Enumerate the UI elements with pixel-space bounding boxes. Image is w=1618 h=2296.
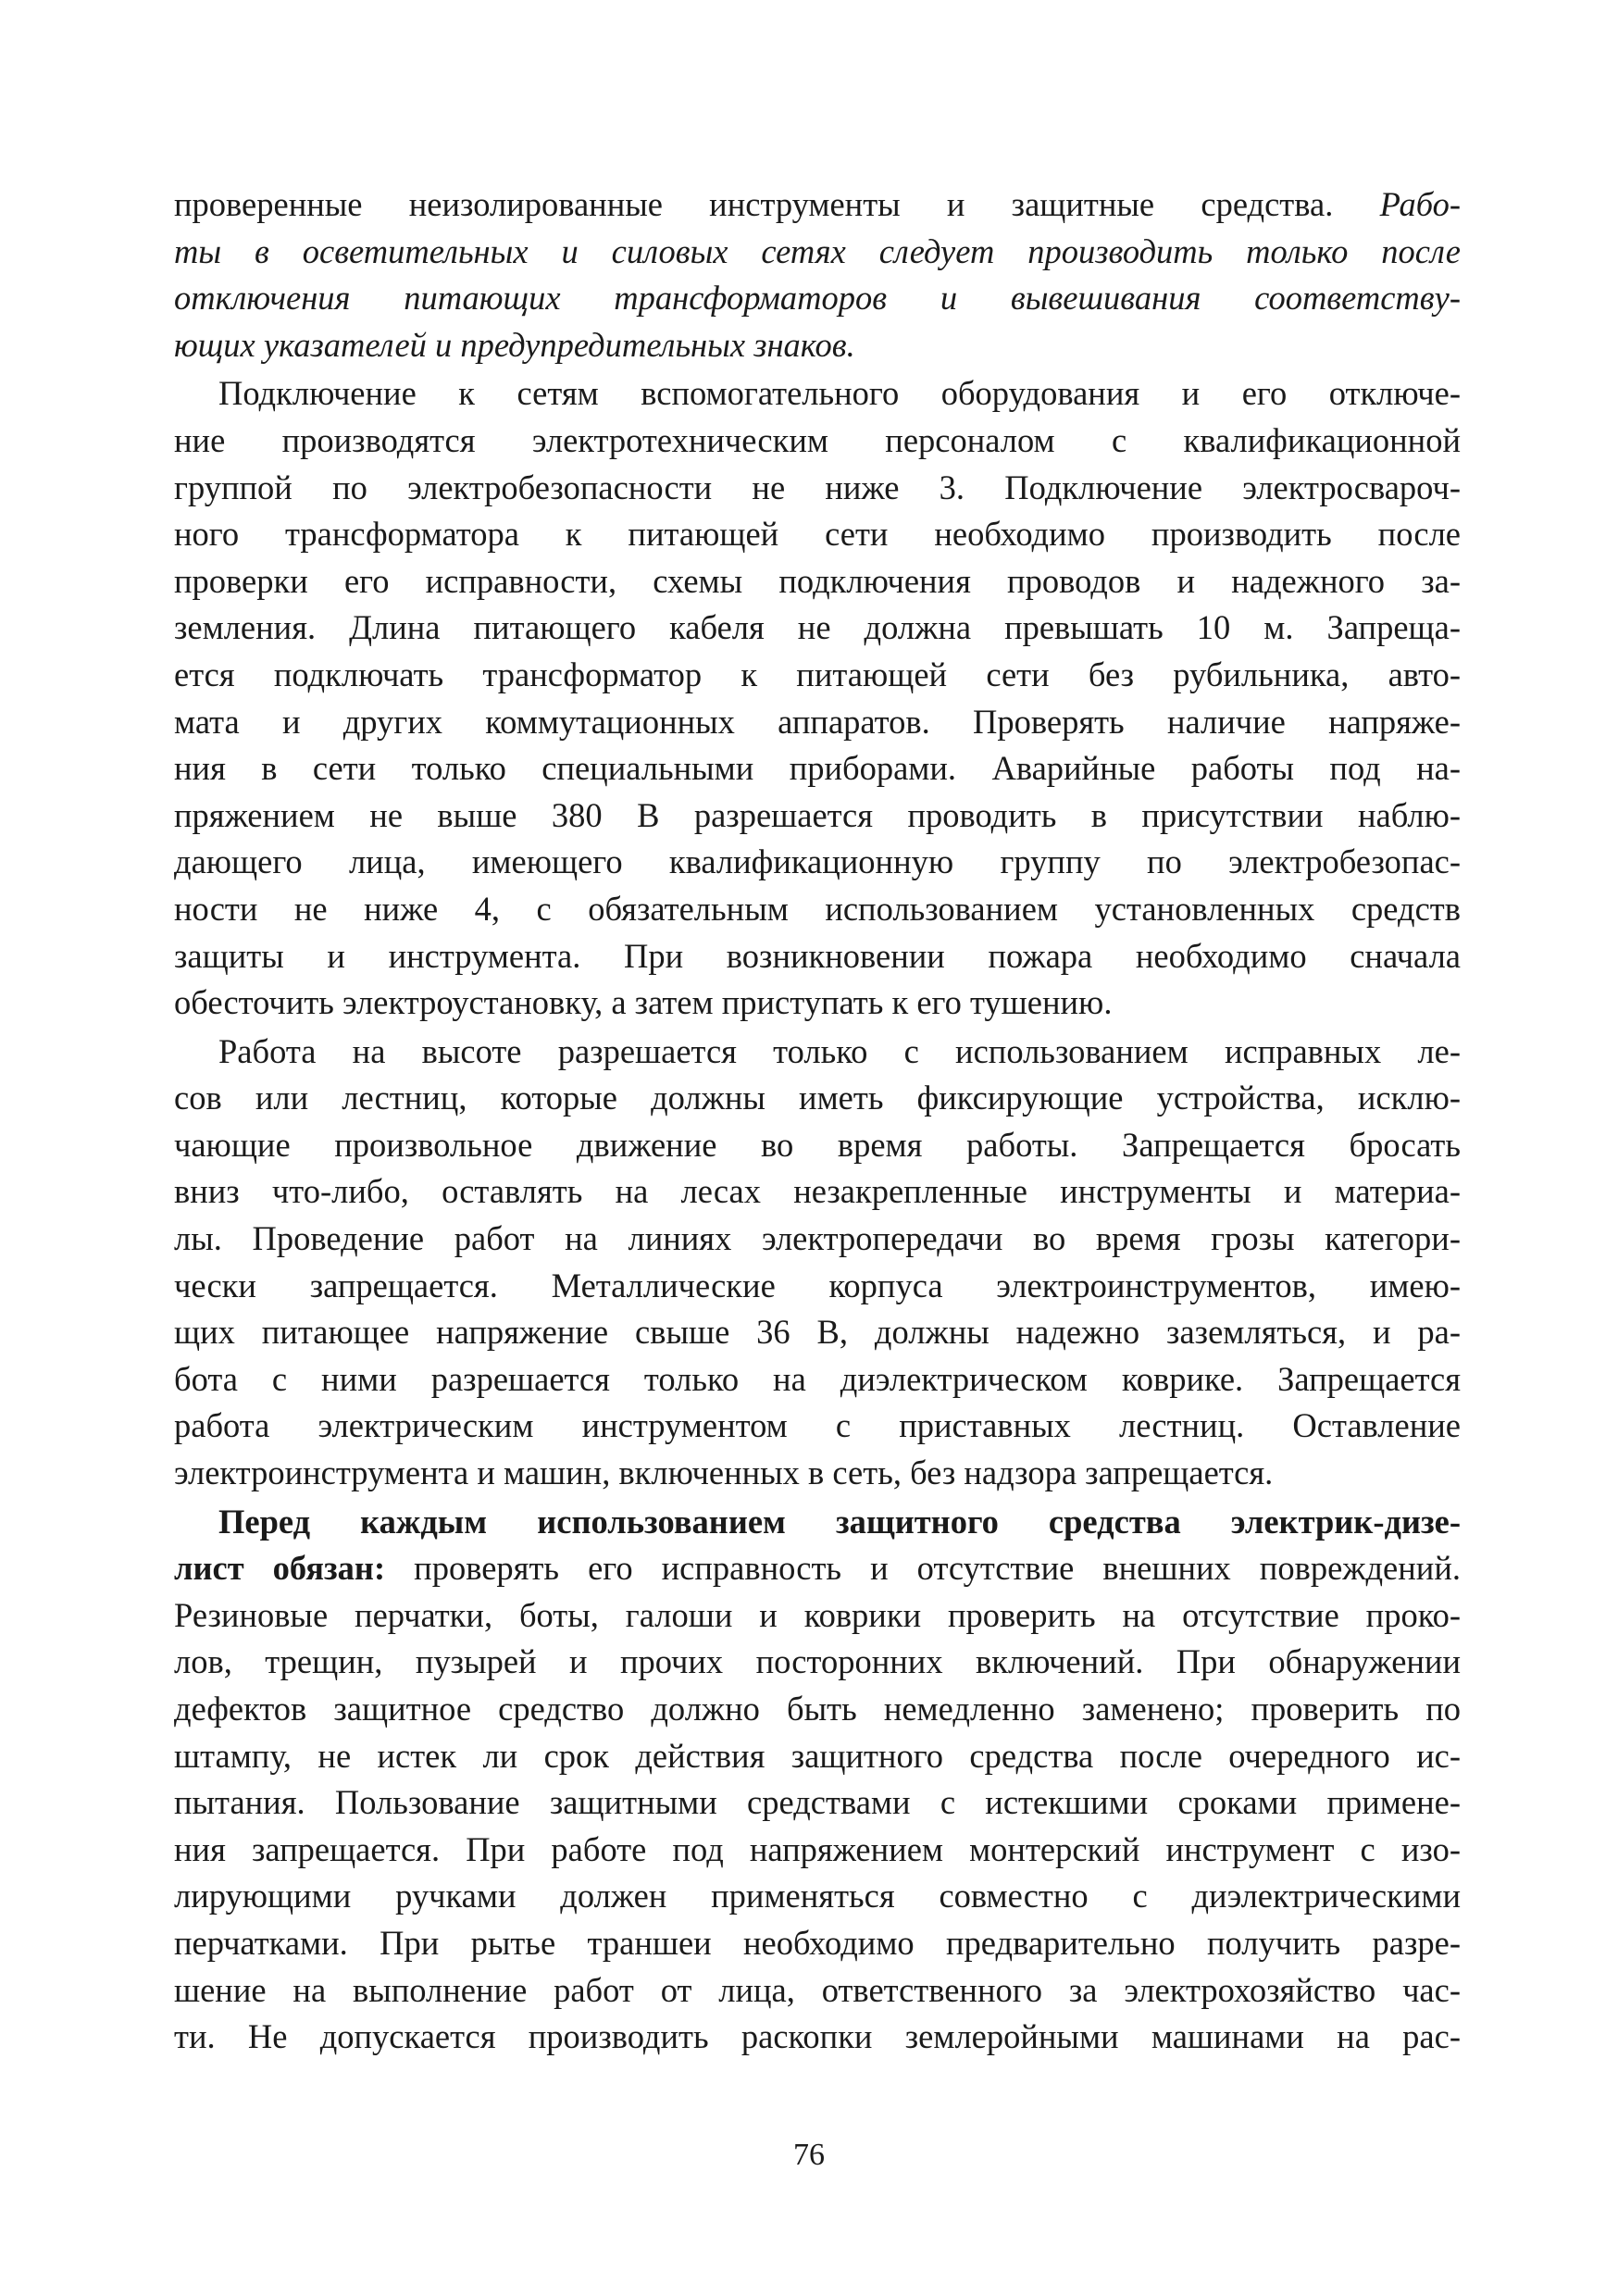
- text-line: [174, 1827, 1461, 1874]
- text-segment: ности не ниже 4, с обязательным использованием установленных средств: [174, 889, 1461, 928]
- text-line: [174, 1686, 1461, 1733]
- text-segment: защиты и инструмента. При возникновении пожара необходимо сначала: [174, 936, 1461, 975]
- text-line: [174, 792, 1461, 840]
- italic-text-segment: отключения питающих трансформаторов и вывешивания соответству-: [174, 279, 1461, 318]
- text-segment: работа электрическим инструментом с приставных лестниц. Оставление: [174, 1406, 1461, 1445]
- text-segment: штампу, не истек ли срок действия защитного средства после очередного ис-: [174, 1736, 1461, 1775]
- text-line: [174, 1309, 1461, 1356]
- text-line: [174, 511, 1461, 558]
- text-segment: вниз что-либо, оставлять на лесах незакрепленные инструменты и материа-: [174, 1172, 1461, 1211]
- text-segment: Резиновые перчатки, боты, галоши и коврики проверить на отсутствие проко-: [174, 1595, 1461, 1634]
- text-line: [174, 1356, 1461, 1404]
- text-line: [174, 839, 1461, 886]
- text-segment: шение на выполнение работ от лица, ответственного за электрохозяйство час-: [174, 1970, 1461, 2009]
- text-line: [174, 1733, 1461, 1780]
- text-line: [174, 1122, 1461, 1169]
- text-line: [174, 980, 1461, 1027]
- text-segment: чающие произвольное движение во время работы. Запрещается бросать: [174, 1125, 1461, 1164]
- text-line: [174, 1545, 1461, 1592]
- text-segment: пряжением не выше 380 В разрешается проводить в присутствии наблю-: [174, 795, 1461, 834]
- text-segment: обесточить электроустановку, а затем приступать к его тушению.: [174, 983, 1113, 1022]
- text-line: [174, 605, 1461, 652]
- text-segment: сов или лестниц, которые должны иметь фиксирующие устройства, исклю-: [174, 1079, 1461, 1117]
- bold-text-segment: Перед каждым использованием защитного средства электрик-дизе-: [218, 1502, 1461, 1541]
- text-line: [174, 1873, 1461, 1920]
- text-segment: ется подключать трансформатор к питающей сети без рубильника, авто-: [174, 655, 1461, 693]
- text-segment: бота с ними разрешается только на диэлектрическом коврике. Запрещается: [174, 1359, 1461, 1398]
- text-segment: проверять его исправность и отсутствие внешних повреждений.: [385, 1549, 1461, 1588]
- text-line: [174, 322, 1461, 369]
- text-segment: мата и других коммутационных аппаратов. Проверять наличие напряже-: [174, 702, 1461, 741]
- text-line: [174, 1639, 1461, 1686]
- text-line: [174, 2014, 1461, 2061]
- page-body: [174, 181, 1461, 2061]
- text-segment: чески запрещается. Металлические корпуса электроинструментов, имею-: [174, 1266, 1461, 1304]
- italic-text-segment: ты в осветительных и силовых сетях следует производить только после: [174, 231, 1461, 270]
- text-line: [174, 1403, 1461, 1450]
- text-line: [174, 1450, 1461, 1497]
- text-segment: дающего лица, имеющего квалификационную группу по электробезопас-: [174, 842, 1461, 881]
- text-line: [174, 275, 1461, 322]
- text-segment: пытания. Пользование защитными средствами с истекшими сроками примене-: [174, 1783, 1461, 1822]
- text-line: [174, 1920, 1461, 1967]
- text-segment: группой по электробезопасности не ниже 3. Подключение электросвароч-: [174, 468, 1461, 506]
- text-line: [174, 1263, 1461, 1310]
- text-segment: ния в сети только специальными приборами. Аварийные работы под на-: [174, 749, 1461, 788]
- paragraph: [174, 1499, 1461, 2061]
- page-number: 76: [793, 2138, 825, 2172]
- text-line: [174, 418, 1461, 465]
- text-line: [174, 1592, 1461, 1640]
- paragraph: [174, 370, 1461, 1026]
- text-line: [174, 229, 1461, 276]
- bold-text-segment: лист обязан:: [174, 1549, 386, 1588]
- text-line: [174, 745, 1461, 792]
- text-line: [174, 699, 1461, 746]
- text-segment: земления. Длина питающего кабеля не должна превышать 10 м. Запреща-: [174, 608, 1461, 647]
- text-segment: дефектов защитное средство должно быть немедленно заменено; проверить по: [174, 1690, 1461, 1728]
- text-segment: ти. Не допускается производить раскопки землеройными машинами на рас-: [174, 2017, 1461, 2056]
- text-line: [174, 465, 1461, 512]
- text-segment: лирующими ручками должен применяться совместно с диэлектрическими: [174, 1877, 1461, 1915]
- italic-text-segment: ющих указателей и предупредительных знаков.: [174, 325, 855, 364]
- text-line: [174, 1029, 1461, 1076]
- text-segment: Подключение к сетям вспомогательного оборудования и его отключе-: [218, 374, 1461, 413]
- text-segment: ния запрещается. При работе под напряжением монтерский инструмент с изо-: [174, 1829, 1461, 1868]
- text-line: [174, 1216, 1461, 1263]
- text-line: [174, 181, 1461, 229]
- text-segment: ного трансформатора к питающей сети необходимо производить после: [174, 515, 1461, 554]
- text-segment: электроинструмента и машин, включенных в сеть, без надзора запрещается.: [174, 1454, 1274, 1492]
- text-line: [174, 1499, 1461, 1546]
- text-segment: проверки его исправности, схемы подключения проводов и надежного за-: [174, 561, 1461, 600]
- text-segment: ние производятся электротехническим персоналом с квалификационной: [174, 420, 1461, 459]
- text-line: [174, 1967, 1461, 2015]
- text-line: [174, 1168, 1461, 1216]
- text-segment: перчатками. При рытье траншеи необходимо предварительно получить разре-: [174, 1923, 1461, 1962]
- paragraph: [174, 181, 1461, 368]
- text-line: [174, 370, 1461, 418]
- text-line: [174, 558, 1461, 605]
- text-segment: Работа на высоте разрешается только с использованием исправных ле-: [218, 1031, 1461, 1070]
- text-segment: проверенные неизолированные инструменты и защитные средства.: [174, 185, 1380, 223]
- text-segment: лы. Проведение работ на линиях электропередачи во время грозы категори-: [174, 1219, 1461, 1258]
- text-line: [174, 886, 1461, 933]
- text-line: [174, 1075, 1461, 1122]
- text-line: [174, 1779, 1461, 1827]
- italic-text-segment: Рабо-: [1379, 185, 1461, 223]
- text-segment: щих питающее напряжение свыше 36 В, должны надежно заземляться, и ра-: [174, 1313, 1461, 1352]
- text-line: [174, 933, 1461, 980]
- text-line: [174, 652, 1461, 699]
- text-segment: лов, трещин, пузырей и прочих посторонних включений. При обнаружении: [174, 1642, 1461, 1681]
- paragraph: [174, 1029, 1461, 1497]
